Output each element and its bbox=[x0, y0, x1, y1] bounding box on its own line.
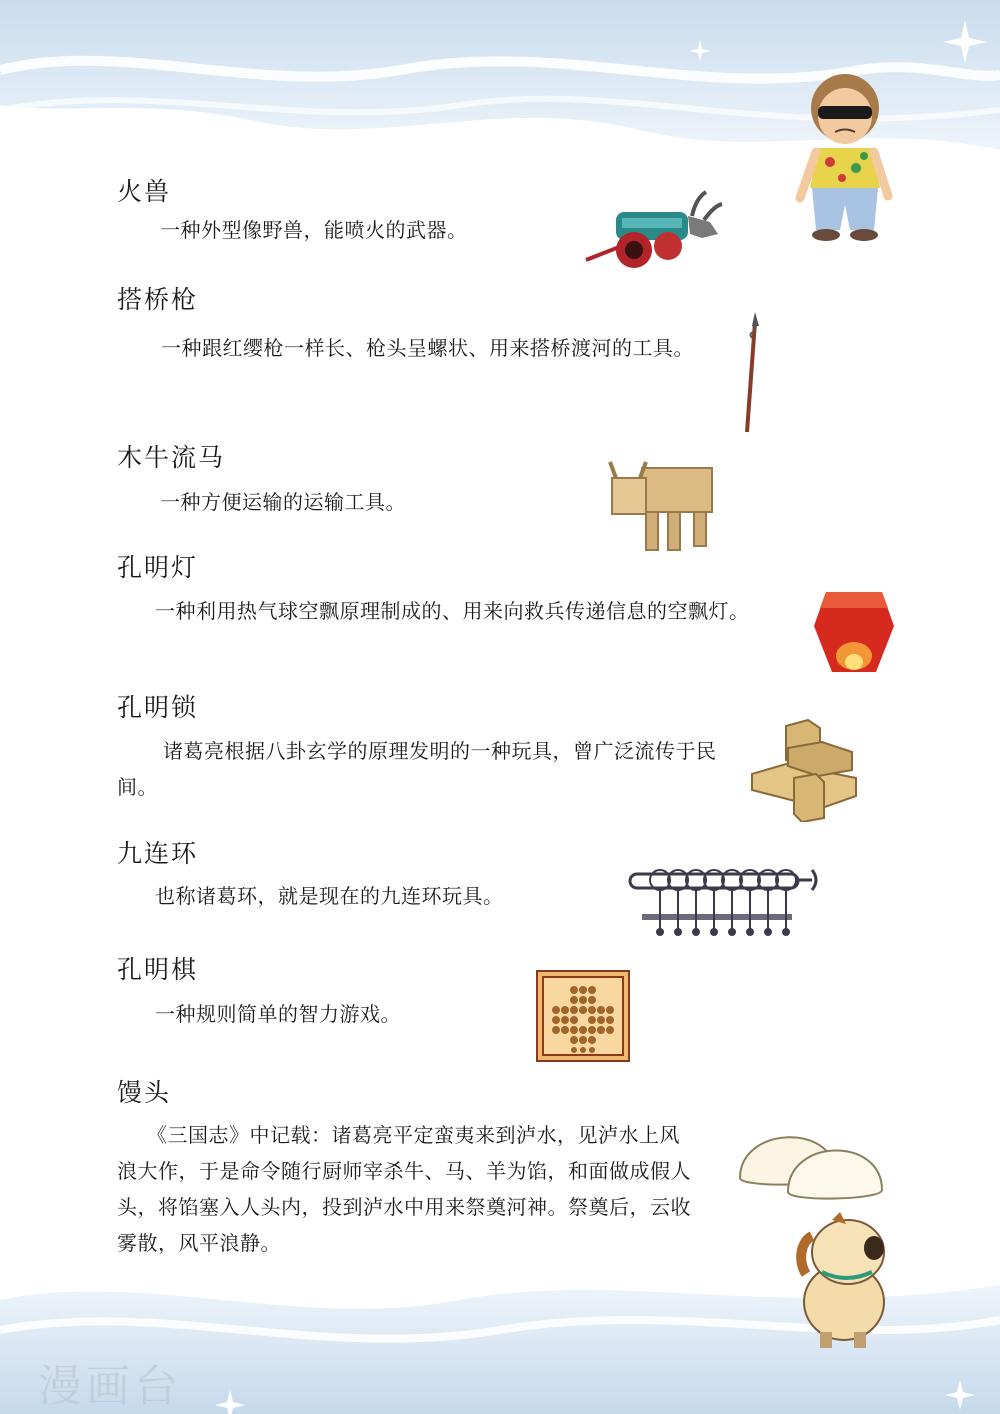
spear-illustration bbox=[735, 312, 765, 434]
steamed-buns-illustration bbox=[736, 1112, 886, 1202]
entry-desc-jiulianhuan: 也称诸葛环，就是现在的九连环玩具。 bbox=[155, 884, 504, 908]
sky-lantern-illustration bbox=[810, 586, 896, 682]
entry-desc-huoshou: 一种外型像野兽，能喷火的武器。 bbox=[160, 218, 468, 242]
entry-title-daqiaoqiang: 搭桥枪 bbox=[117, 285, 199, 314]
entry-title-kongmingsuo: 孔明锁 bbox=[117, 693, 199, 722]
watermark-text: 漫画台 bbox=[38, 1361, 182, 1412]
cartoon-man-illustration bbox=[790, 70, 900, 245]
entry-desc-mantou: 《三国志》中记载：诸葛亮平定蛮夷来到泸水，见泸水上风浪大作，于是命令随行厨师宰杀牛、马、羊为馅，和面做成假人头，将馅塞入人头内，投到泸水中用来祭奠河神。祭奠后，云收雾散，风平浪静。 bbox=[117, 1123, 691, 1255]
burr-puzzle-illustration bbox=[748, 718, 860, 822]
entry-desc-daqiaoqiang: 一种跟红缨枪一样长、枪头呈螺状、用来搭桥渡河的工具。 bbox=[161, 336, 694, 360]
entry-desc-muniuliuma: 一种方便运输的运输工具。 bbox=[160, 490, 406, 514]
entry-desc-kongmingsuo: 诸葛亮根据八卦玄学的原理发明的一种玩具，曾广泛流传于民间。 bbox=[117, 739, 717, 799]
fire-beast-cart-illustration bbox=[582, 188, 724, 274]
entry-title-jiulianhuan: 九连环 bbox=[117, 839, 199, 868]
entry-title-huoshou: 火兽 bbox=[117, 177, 172, 206]
entry-title-kongmingqi: 孔明棋 bbox=[117, 955, 199, 984]
nine-linked-rings-illustration bbox=[626, 860, 820, 940]
entry-desc-kongmingqi: 一种规则简单的智力游戏。 bbox=[155, 1002, 401, 1026]
entry-title-mantou: 馒头 bbox=[117, 1078, 172, 1107]
peg-solitaire-board-illustration bbox=[536, 970, 630, 1062]
wooden-ox-illustration bbox=[606, 454, 722, 558]
entry-title-kongmingdeng: 孔明灯 bbox=[117, 553, 199, 582]
entry-desc-kongmingdeng: 一种利用热气球空飘原理制成的、用来向救兵传递信息的空飘灯。 bbox=[155, 599, 750, 623]
entry-title-muniuliuma: 木牛流马 bbox=[117, 443, 226, 472]
cartoon-horse-illustration bbox=[792, 1212, 896, 1348]
